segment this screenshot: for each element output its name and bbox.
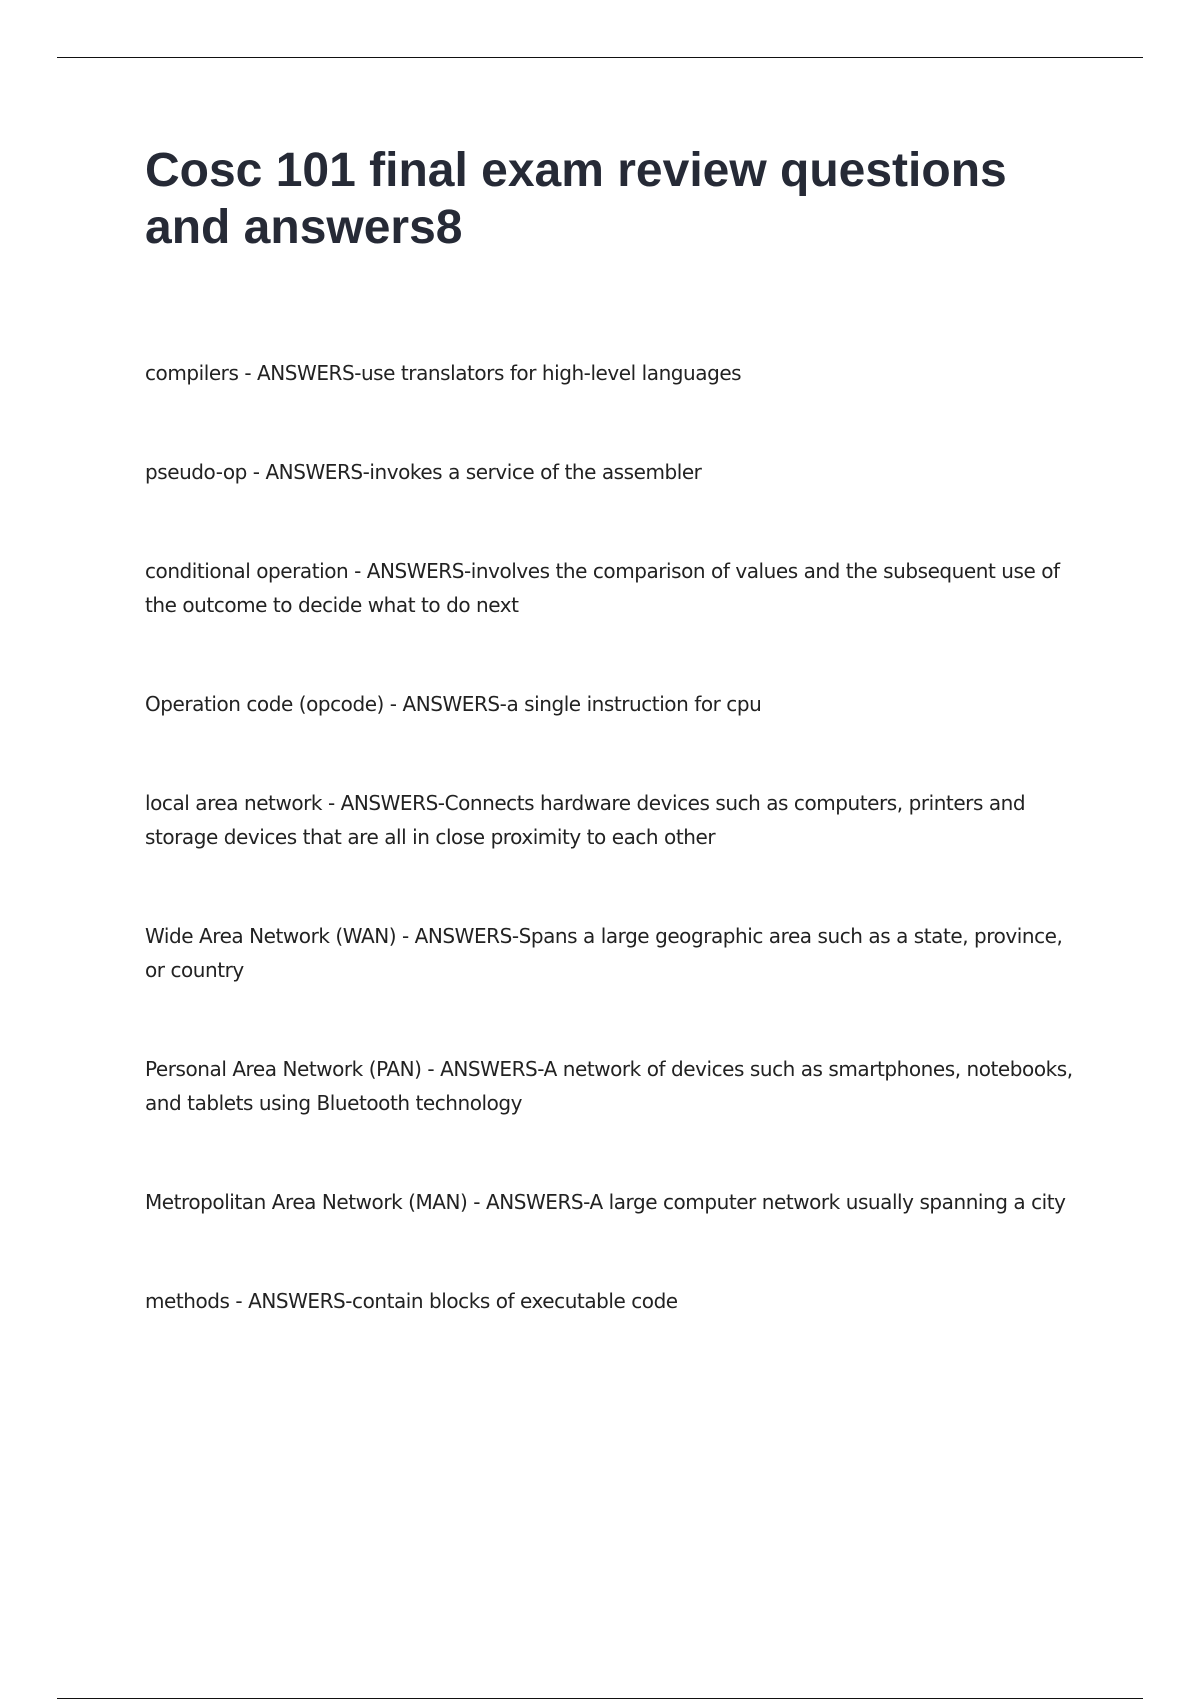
qa-entry-pan: Personal Area Network (PAN) - ANSWERS-A network of devices such as smartphones, notebooks, and tablets using Bluetooth technology [145, 1057, 1073, 1115]
qa-entry-man: Metropolitan Area Network (MAN) - ANSWERS-A large computer network usually spanning a city [145, 1190, 1066, 1214]
qa-list [145, 356, 1085, 1383]
bottom-divider [57, 1698, 1143, 1699]
qa-entry-methods: methods - ANSWERS-contain blocks of executable code [145, 1289, 678, 1313]
qa-entry-compilers: compilers - ANSWERS-use translators for high-level languages [145, 361, 742, 385]
qa-entry-wan: Wide Area Network (WAN) - ANSWERS-Spans a large geographic area such as a state, province, or country [145, 924, 1063, 982]
qa-entry-conditional-operation: conditional operation - ANSWERS-involves the comparison of values and the subsequent use of the outcome to decide what to do next [145, 559, 1060, 617]
page-title: Cosc 101 final exam review questions and answers8 [145, 144, 1007, 254]
qa-entry-pseudo-op: pseudo-op - ANSWERS-invokes a service of the assembler [145, 460, 702, 484]
qa-entry-opcode: Operation code (opcode) - ANSWERS-a single instruction for cpu [145, 692, 762, 716]
top-divider [57, 57, 1143, 58]
qa-entry-lan: local area network - ANSWERS-Connects hardware devices such as computers, printers and storage devices that are all in close proximity to each other [145, 791, 1026, 849]
